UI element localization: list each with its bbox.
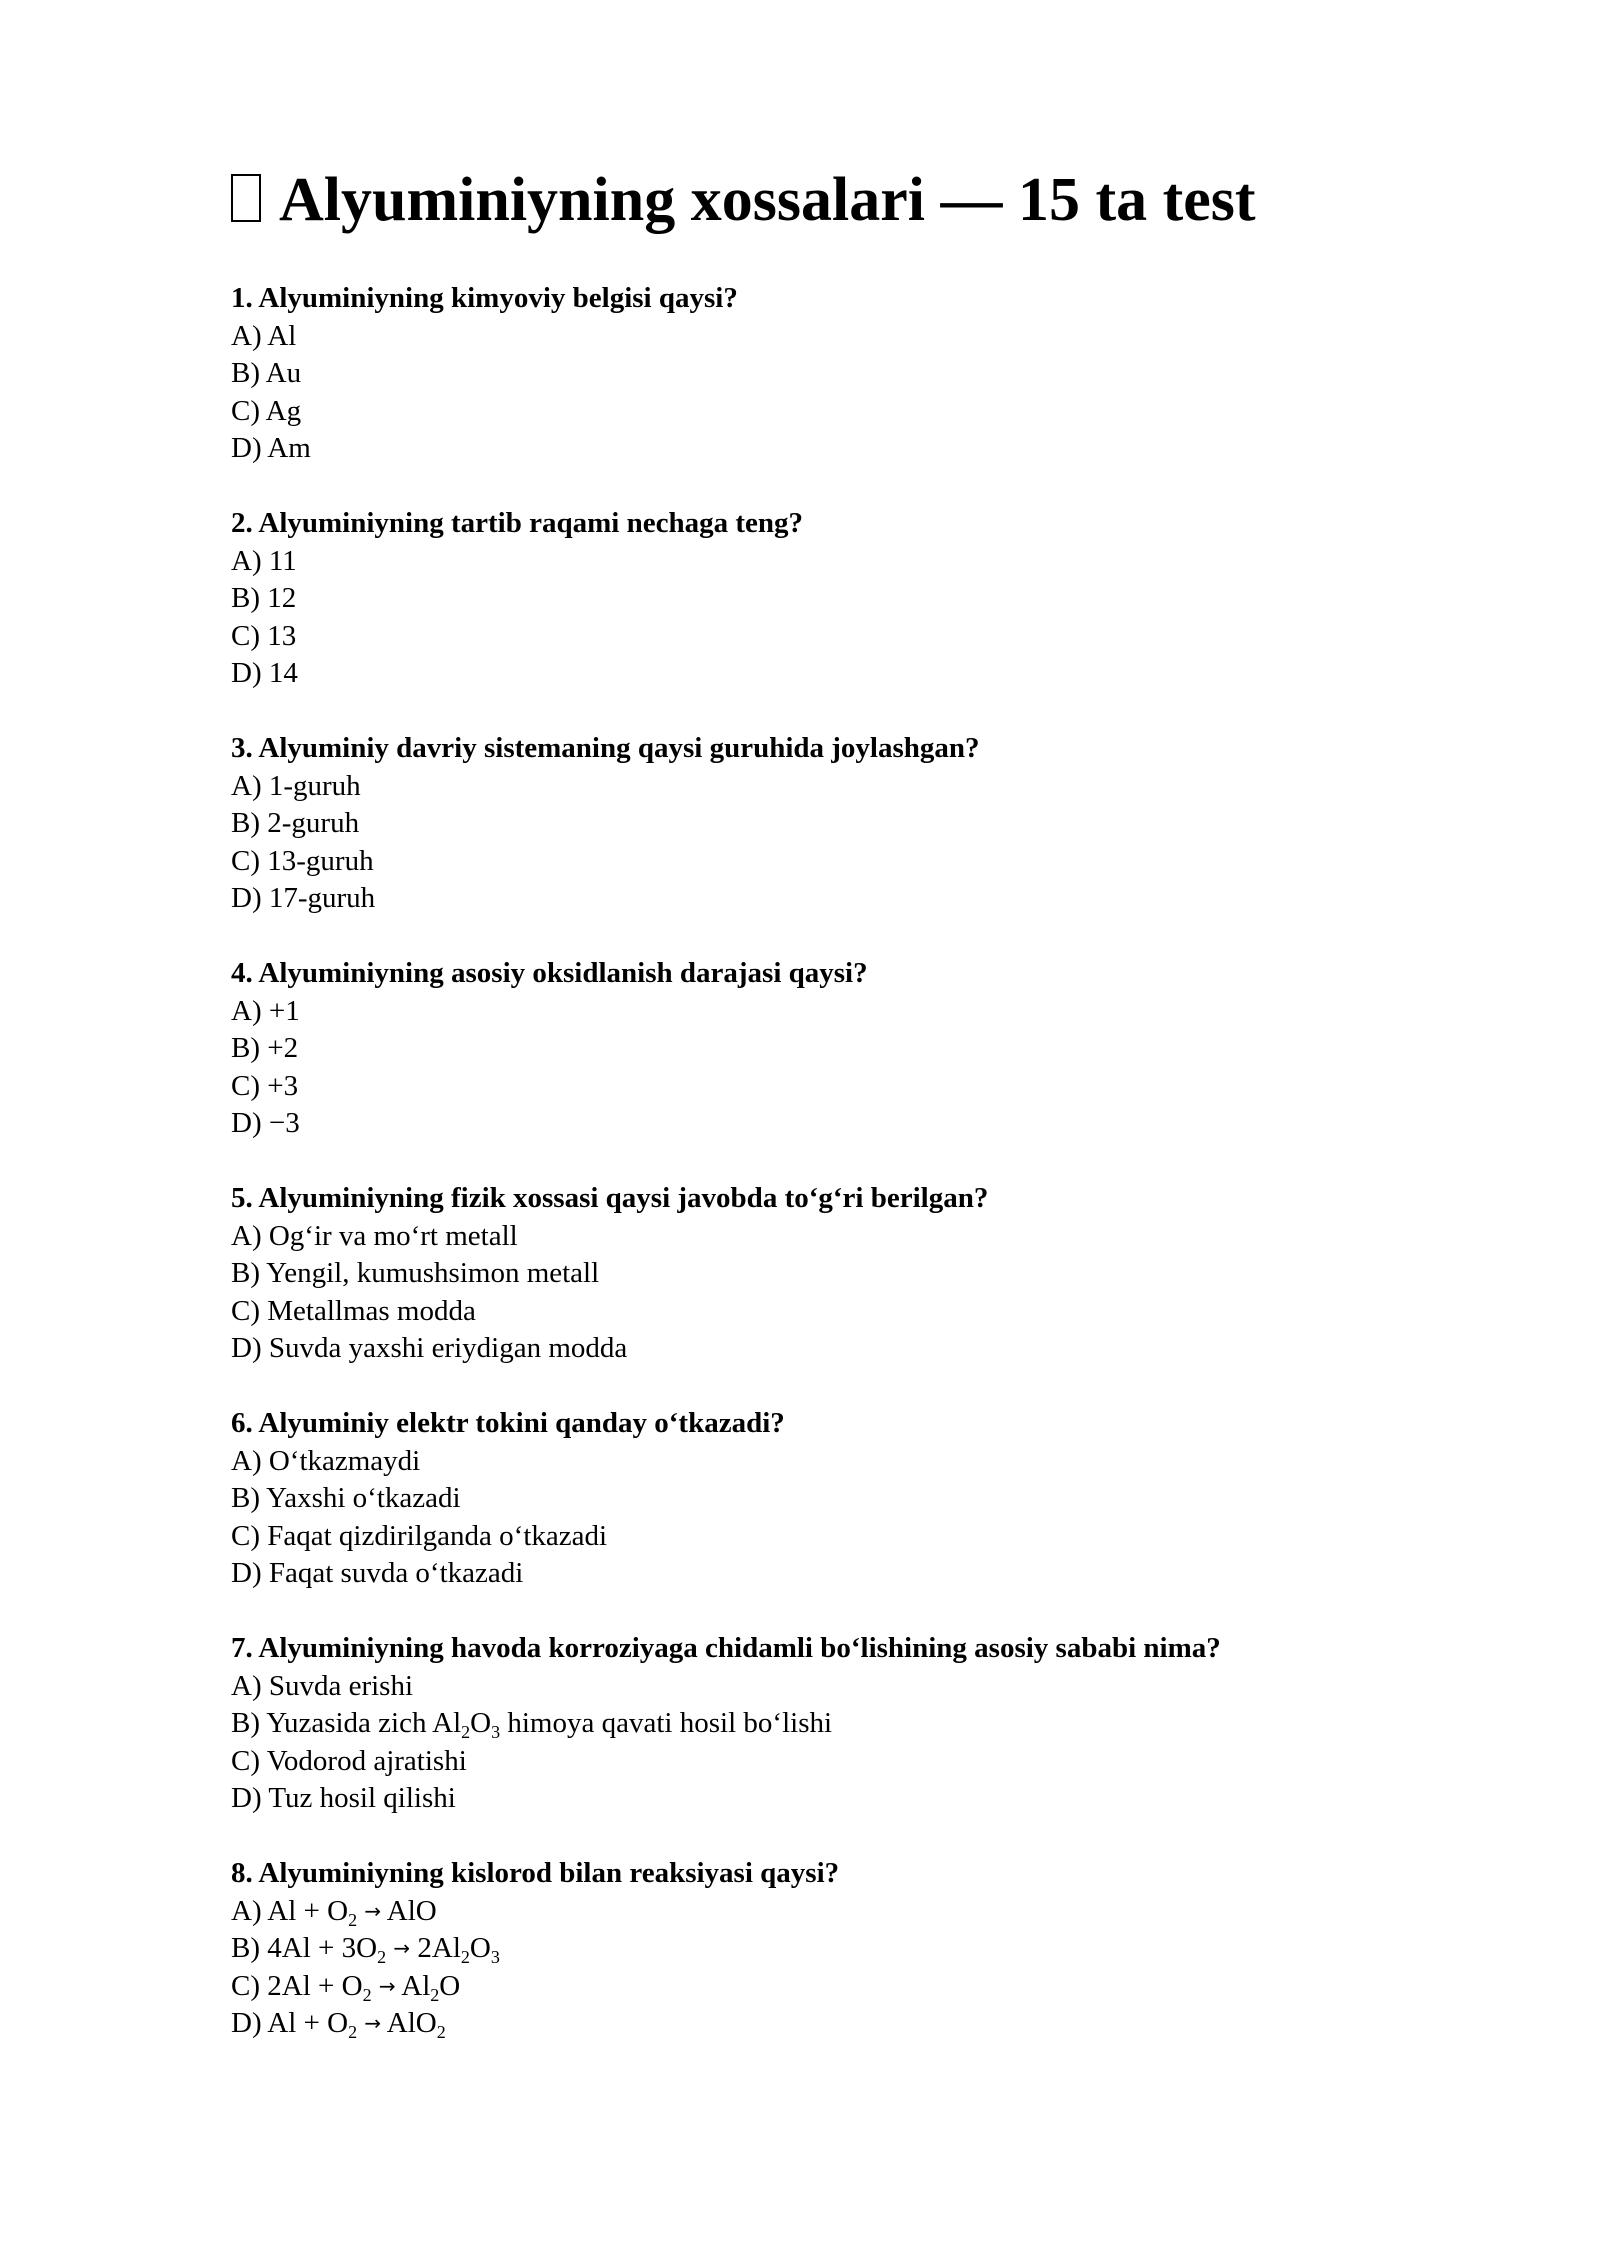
question-1 [231, 280, 1431, 468]
answer-option-c: C) $2Al + O_2 \to Al_2O$ [231, 1969, 461, 2005]
answer-option-d: D) −3 [231, 1107, 300, 1139]
answer-option-a: A) 1-guruh [231, 769, 361, 802]
question-4 [231, 955, 1431, 1143]
question-list [231, 280, 1431, 2043]
question-text: 1. Alyuminiyning kimyoviy belgisi qaysi? [231, 282, 738, 314]
answer-option-b: B) Yengil, kumushsimon metall [231, 1257, 600, 1289]
answer-option-b: B) 2-guruh [231, 807, 360, 839]
answer-option-d: D) 14 [231, 657, 298, 689]
answer-option-a: A) Al [231, 319, 297, 352]
answer-option-a: A) Og‘ir va mo‘rt metall [231, 1219, 518, 1252]
question-7 [231, 1630, 1431, 1818]
answer-option-d: D) $Al + O_2 \to AlO_2$ [231, 2007, 446, 2042]
document-page [231, 160, 1431, 2080]
answer-option-b: B) Yaxshi o‘tkazadi [231, 1482, 461, 1514]
answer-option-c: C) Metallmas modda [231, 1294, 476, 1327]
answer-option-a: A) $Al + O_2$ → AlO [231, 1894, 437, 1930]
answer-option-a: A) 11 [231, 544, 297, 577]
answer-option-a: A) Suvda erishi [231, 1669, 414, 1702]
question-text: 6. Alyuminiy elektr tokini qanday o‘tkazadi? [231, 1407, 785, 1439]
answer-option-b: B) 12 [231, 582, 297, 614]
question-2 [231, 505, 1431, 693]
answer-option-d: D) Tuz hosil qilishi [231, 1782, 456, 1814]
answer-option-b: B) $4Al + 3O_2 \to 2Al_2O_3$ [231, 1932, 500, 1967]
answer-option-a: A) O‘tkazmaydi [231, 1444, 421, 1477]
answer-option-c: C) Vodorod ajratishi [231, 1744, 467, 1777]
question-6 [231, 1405, 1431, 1593]
answer-option-a: A) +1 [231, 994, 300, 1027]
answer-option-b: B) Yuzasida zich $Al_2O_3$ himoya qavati hosil bo‘lishi [231, 1707, 833, 1742]
answer-option-c: C) 13 [231, 619, 297, 652]
answer-option-d: D) Am [231, 432, 311, 464]
question-8 [231, 1855, 1431, 2043]
question-5 [231, 1180, 1431, 1368]
answer-option-c: C) 13-guruh [231, 844, 374, 877]
answer-option-c: C) +3 [231, 1069, 299, 1102]
question-text: 5. Alyuminiyning fizik xossasi qaysi javobda to‘g‘ri berilgan? [231, 1182, 989, 1214]
answer-option-c: C) Faqat qizdirilganda o‘tkazadi [231, 1519, 608, 1552]
question-text: 2. Alyuminiyning tartib raqami nechaga teng? [231, 507, 803, 539]
answer-option-b: B) +2 [231, 1032, 299, 1064]
page-title-text: Alyuminiyning xossalari — 15 ta test [279, 166, 1256, 234]
question-text: 7. Alyuminiyning havoda korroziyaga chidamli bo‘lishining asosiy sababi nima? [231, 1632, 1221, 1664]
question-text: 8. Alyuminiyning kislorod bilan reaksiyasi qaysi? [231, 1857, 840, 1889]
question-3 [231, 730, 1431, 918]
answer-option-d: D) 17-guruh [231, 882, 376, 914]
question-text: 4. Alyuminiyning asosiy oksidlanish darajasi qaysi? [231, 957, 868, 989]
answer-option-d: D) Faqat suvda o‘tkazadi [231, 1557, 524, 1589]
question-text: 3. Alyuminiy davriy sistemaning qaysi guruhida joylashgan? [231, 732, 980, 764]
answer-option-b: B) Au [231, 357, 302, 389]
missing-glyph-box-icon [231, 174, 261, 222]
answer-option-c: C) Ag [231, 394, 302, 427]
page-title [231, 160, 1431, 240]
answer-option-d: D) Suvda yaxshi eriydigan modda [231, 1332, 628, 1364]
